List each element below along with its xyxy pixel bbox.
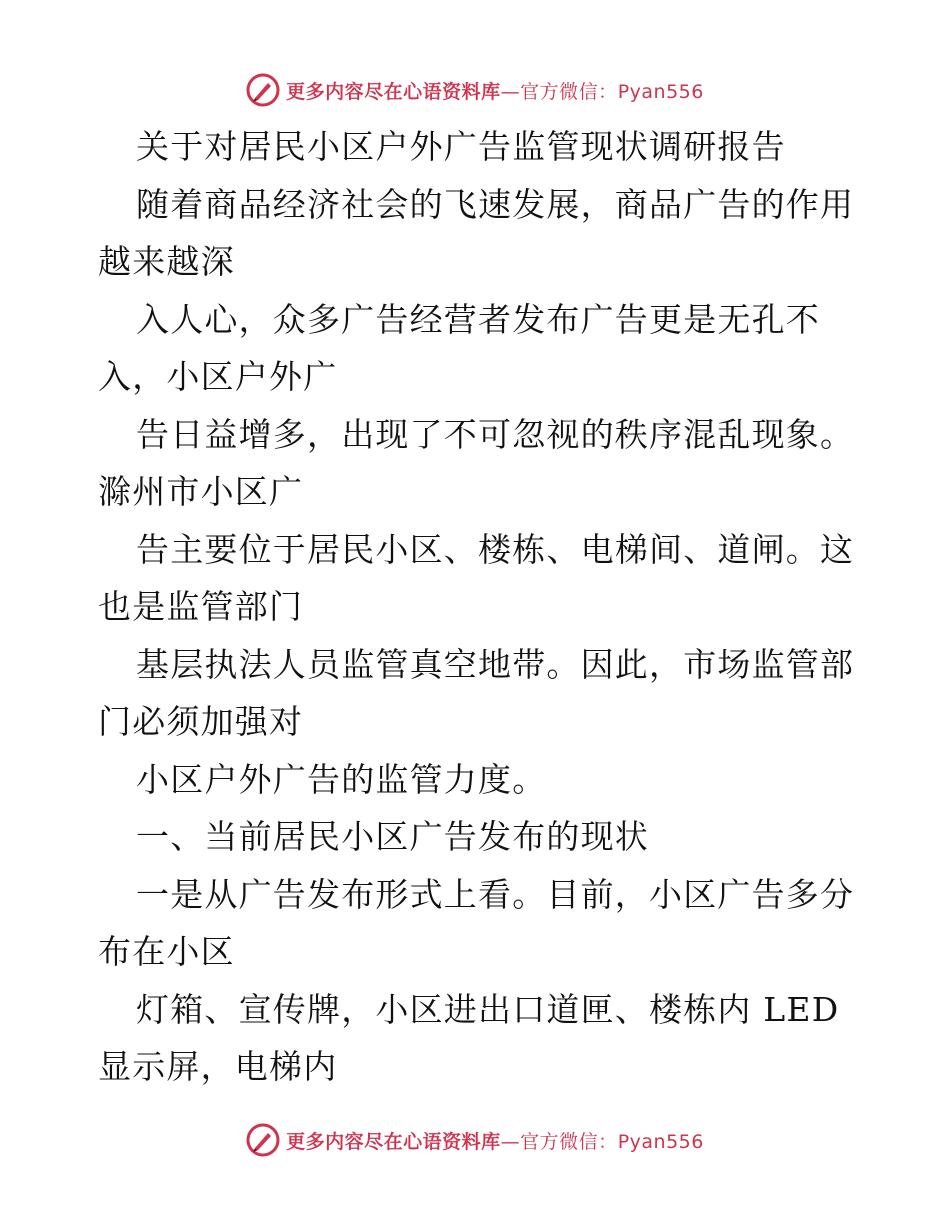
- watermark-id: Pyan556: [617, 1130, 704, 1153]
- pen-logo-icon: [246, 73, 280, 107]
- text-line: 小区户外广告的监管力度。: [136, 759, 547, 799]
- text-line: 一是从广告发布形式上看。目前，小区广告多分: [136, 874, 855, 914]
- watermark-brand: 更多内容尽在心语资料库: [286, 1130, 501, 1153]
- text-line: 灯箱、宣传牌，小区进出口道匣、楼栋内 LED: [136, 989, 840, 1029]
- watermark-dash: —: [500, 80, 521, 103]
- text-line: 基层执法人员监管真空地带。因此，市场监管部: [136, 644, 855, 684]
- text-line: 显示屏，电梯内: [98, 1047, 338, 1086]
- text-line: 越来越深: [98, 242, 235, 281]
- text-line: 告日益增多，出现了不可忽视的秩序混乱现象。: [136, 414, 855, 454]
- footer-watermark: [0, 1120, 950, 1160]
- text-line: 入，小区户外广: [98, 357, 338, 396]
- document-title: 关于对居民小区户外广告监管现状调研报告: [136, 127, 786, 166]
- watermark-text: [286, 1127, 704, 1154]
- pen-logo-icon: [246, 1123, 280, 1157]
- text-line: 也是监管部门: [98, 587, 304, 626]
- watermark-label: 官方微信：: [520, 1130, 618, 1153]
- watermark-brand: 更多内容尽在心语资料库: [286, 80, 501, 103]
- section-heading: 一、当前居民小区广告发布的现状: [136, 817, 649, 856]
- text-line: 布在小区: [98, 932, 235, 971]
- text-line: 告主要位于居民小区、楼栋、电梯间、道闸。这: [136, 529, 855, 569]
- watermark-dash: —: [500, 1130, 521, 1153]
- text-line: 入人心，众多广告经营者发布广告更是无孔不: [136, 299, 820, 339]
- text-line: 门必须加强对: [98, 702, 304, 741]
- document-body: [98, 118, 858, 1096]
- watermark-label: 官方微信：: [520, 80, 618, 103]
- watermark-text: [286, 77, 704, 104]
- text-line: 随着商品经济社会的飞速发展，商品广告的作用: [136, 184, 855, 224]
- header-watermark: [0, 70, 950, 110]
- text-line: 滁州市小区广: [98, 472, 304, 511]
- watermark-id: Pyan556: [617, 80, 704, 103]
